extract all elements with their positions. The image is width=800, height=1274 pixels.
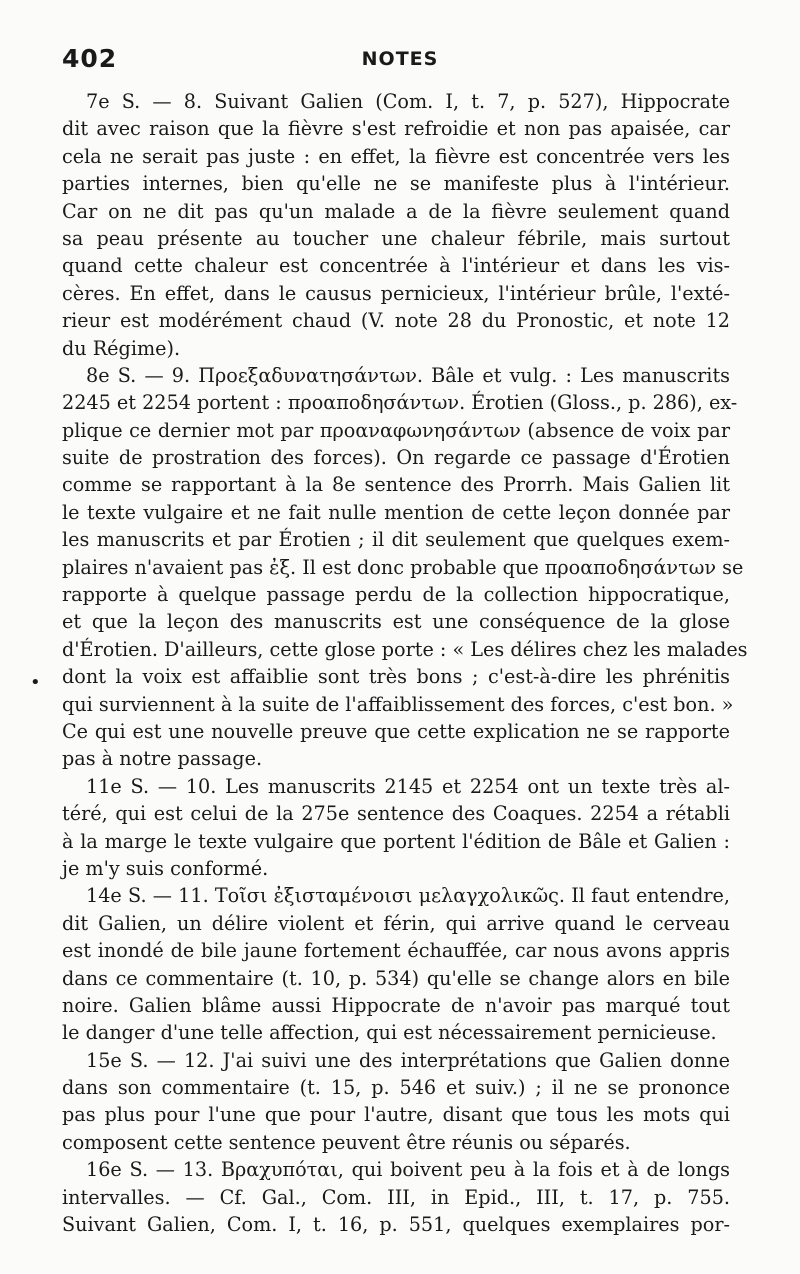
text-line: 14e S. — 11. Τοῖσι ἐξισταμένοισι μελαγχολικῶς. Il faut entendre, (86, 884, 730, 908)
text-line: composent cette sentence peuvent être réunis ou séparés. (62, 1130, 631, 1154)
text-line: 2245 et 2254 portent : προαποδησάντων. Érotien (Gloss., p. 286), ex- (62, 391, 738, 415)
text-line: à la marge le texte vulgaire que portent l'édition de Bâle et Galien : (62, 829, 730, 853)
text-line: plique ce dernier mot par προαναφωνησάντων (absence de voix par (62, 418, 730, 442)
text-line: suite de prostration des forces). On regarde ce passage d'Érotien (62, 446, 730, 470)
text-line: téré, qui est celui de la 275e sentence des Coaques. 2254 a rétabli (62, 802, 730, 826)
text-line: et que la leçon des manuscrits est une conséquence de la glose (62, 610, 730, 634)
page-number: 402 (62, 44, 118, 73)
text-line: 8e S. — 9. Προεξαδυνατησάντων. Bâle et vulg. : Les manuscrits (86, 363, 730, 387)
text-line: rapporte à quelque passage perdu de la collection hippocratique, (62, 583, 730, 607)
text-line: intervalles. — Cf. Gal., Com. III, in Epid., III, t. 17, p. 755. (62, 1185, 730, 1209)
text-line: est inondé de bile jaune fortement échauffée, car nous avons appris (62, 939, 730, 963)
text-line: 7e S. — 8. Suivant Galien (Com. I, t. 7, p. 527), Hippocrate (86, 90, 730, 113)
text-line: rieur est modérément chaud (V. note 28 du Pronostic, et note 12 (62, 309, 730, 333)
text-line: dans ce commentaire (t. 10, p. 534) qu'elle se change alors en bile (62, 966, 730, 990)
notes-body (62, 88, 748, 1238)
text-line: le danger d'une telle affection, qui est nécessairement pernicieuse. (62, 1021, 717, 1045)
text-line: 15e S. — 12. J'ai suivi une des interprétations que Galien donne (86, 1048, 730, 1072)
text-line: Suivant Galien, Com. I, t. 16, p. 551, quelques exemplaires por- (62, 1213, 730, 1237)
text-line: cères. En effet, dans le causus pernicieux, l'intérieur brûle, l'exté- (62, 281, 730, 305)
text-line: Ce qui est une nouvelle preuve que cette explication ne se rapporte (62, 719, 730, 743)
text-line: 16e S. — 13. Βραχυπόται, qui boivent peu à la fois et à de longs (86, 1158, 730, 1182)
text-line: d'Érotien. D'ailleurs, cette glose porte : « Les délires chez les malades (62, 637, 748, 661)
text-line: pas plus pour l'une que pour l'autre, disant que tous les mots qui (62, 1103, 730, 1127)
text-line: 11e S. — 10. Les manuscrits 2145 et 2254 ont un texte très al- (86, 774, 730, 798)
text-line: dans son commentaire (t. 15, p. 546 et suiv.) ; il ne se prononce (62, 1076, 730, 1100)
text-line: dit avec raison que la fièvre s'est refroidie et non pas apaisée, car (62, 117, 730, 141)
text-line: noire. Galien blâme aussi Hippocrate de n'avoir pas marqué tout (62, 993, 730, 1017)
text-line: sa peau présente au toucher une chaleur fébrile, mais surtout (62, 226, 730, 250)
text-line: pas à notre passage. (62, 747, 263, 771)
text-line: je m'y suis conformé. (62, 856, 269, 880)
text-line: plaires n'avaient pas ἐξ. Il est donc probable que προαποδησάντων se (62, 555, 744, 579)
text-line: comme se rapportant à la 8e sentence des Prorrh. Mais Galien lit (62, 473, 730, 497)
running-title: NOTES (361, 48, 439, 70)
text-line: dit Galien, un délire violent et férin, qui arrive quand le cerveau (62, 911, 730, 935)
text-line: quand cette chaleur est concentrée à l'intérieur et dans les vis- (62, 254, 730, 278)
page-header (62, 44, 738, 80)
text-line: du Régime). (62, 336, 181, 360)
text-line: Car on ne dit pas qu'un malade a de la fièvre seulement quand (62, 199, 730, 223)
text-line: parties internes, bien qu'elle ne se manifeste plus à l'intérieur. (62, 172, 730, 196)
text-line: le texte vulgaire et ne fait nulle mention de cette leçon donnée par (62, 500, 730, 524)
margin-dot: • (30, 672, 41, 693)
text-line: les manuscrits et par Érotien ; il dit seulement que quelques exem- (62, 528, 730, 552)
text-line: cela ne serait pas juste : en effet, la fièvre est concentrée vers les (62, 144, 730, 168)
text-line: dont la voix est affaiblie sont très bons ; c'est-à-dire les phrénitis (62, 665, 730, 689)
text-line: qui surviennent à la suite de l'affaiblissement des forces, c'est bon. » (62, 692, 734, 716)
